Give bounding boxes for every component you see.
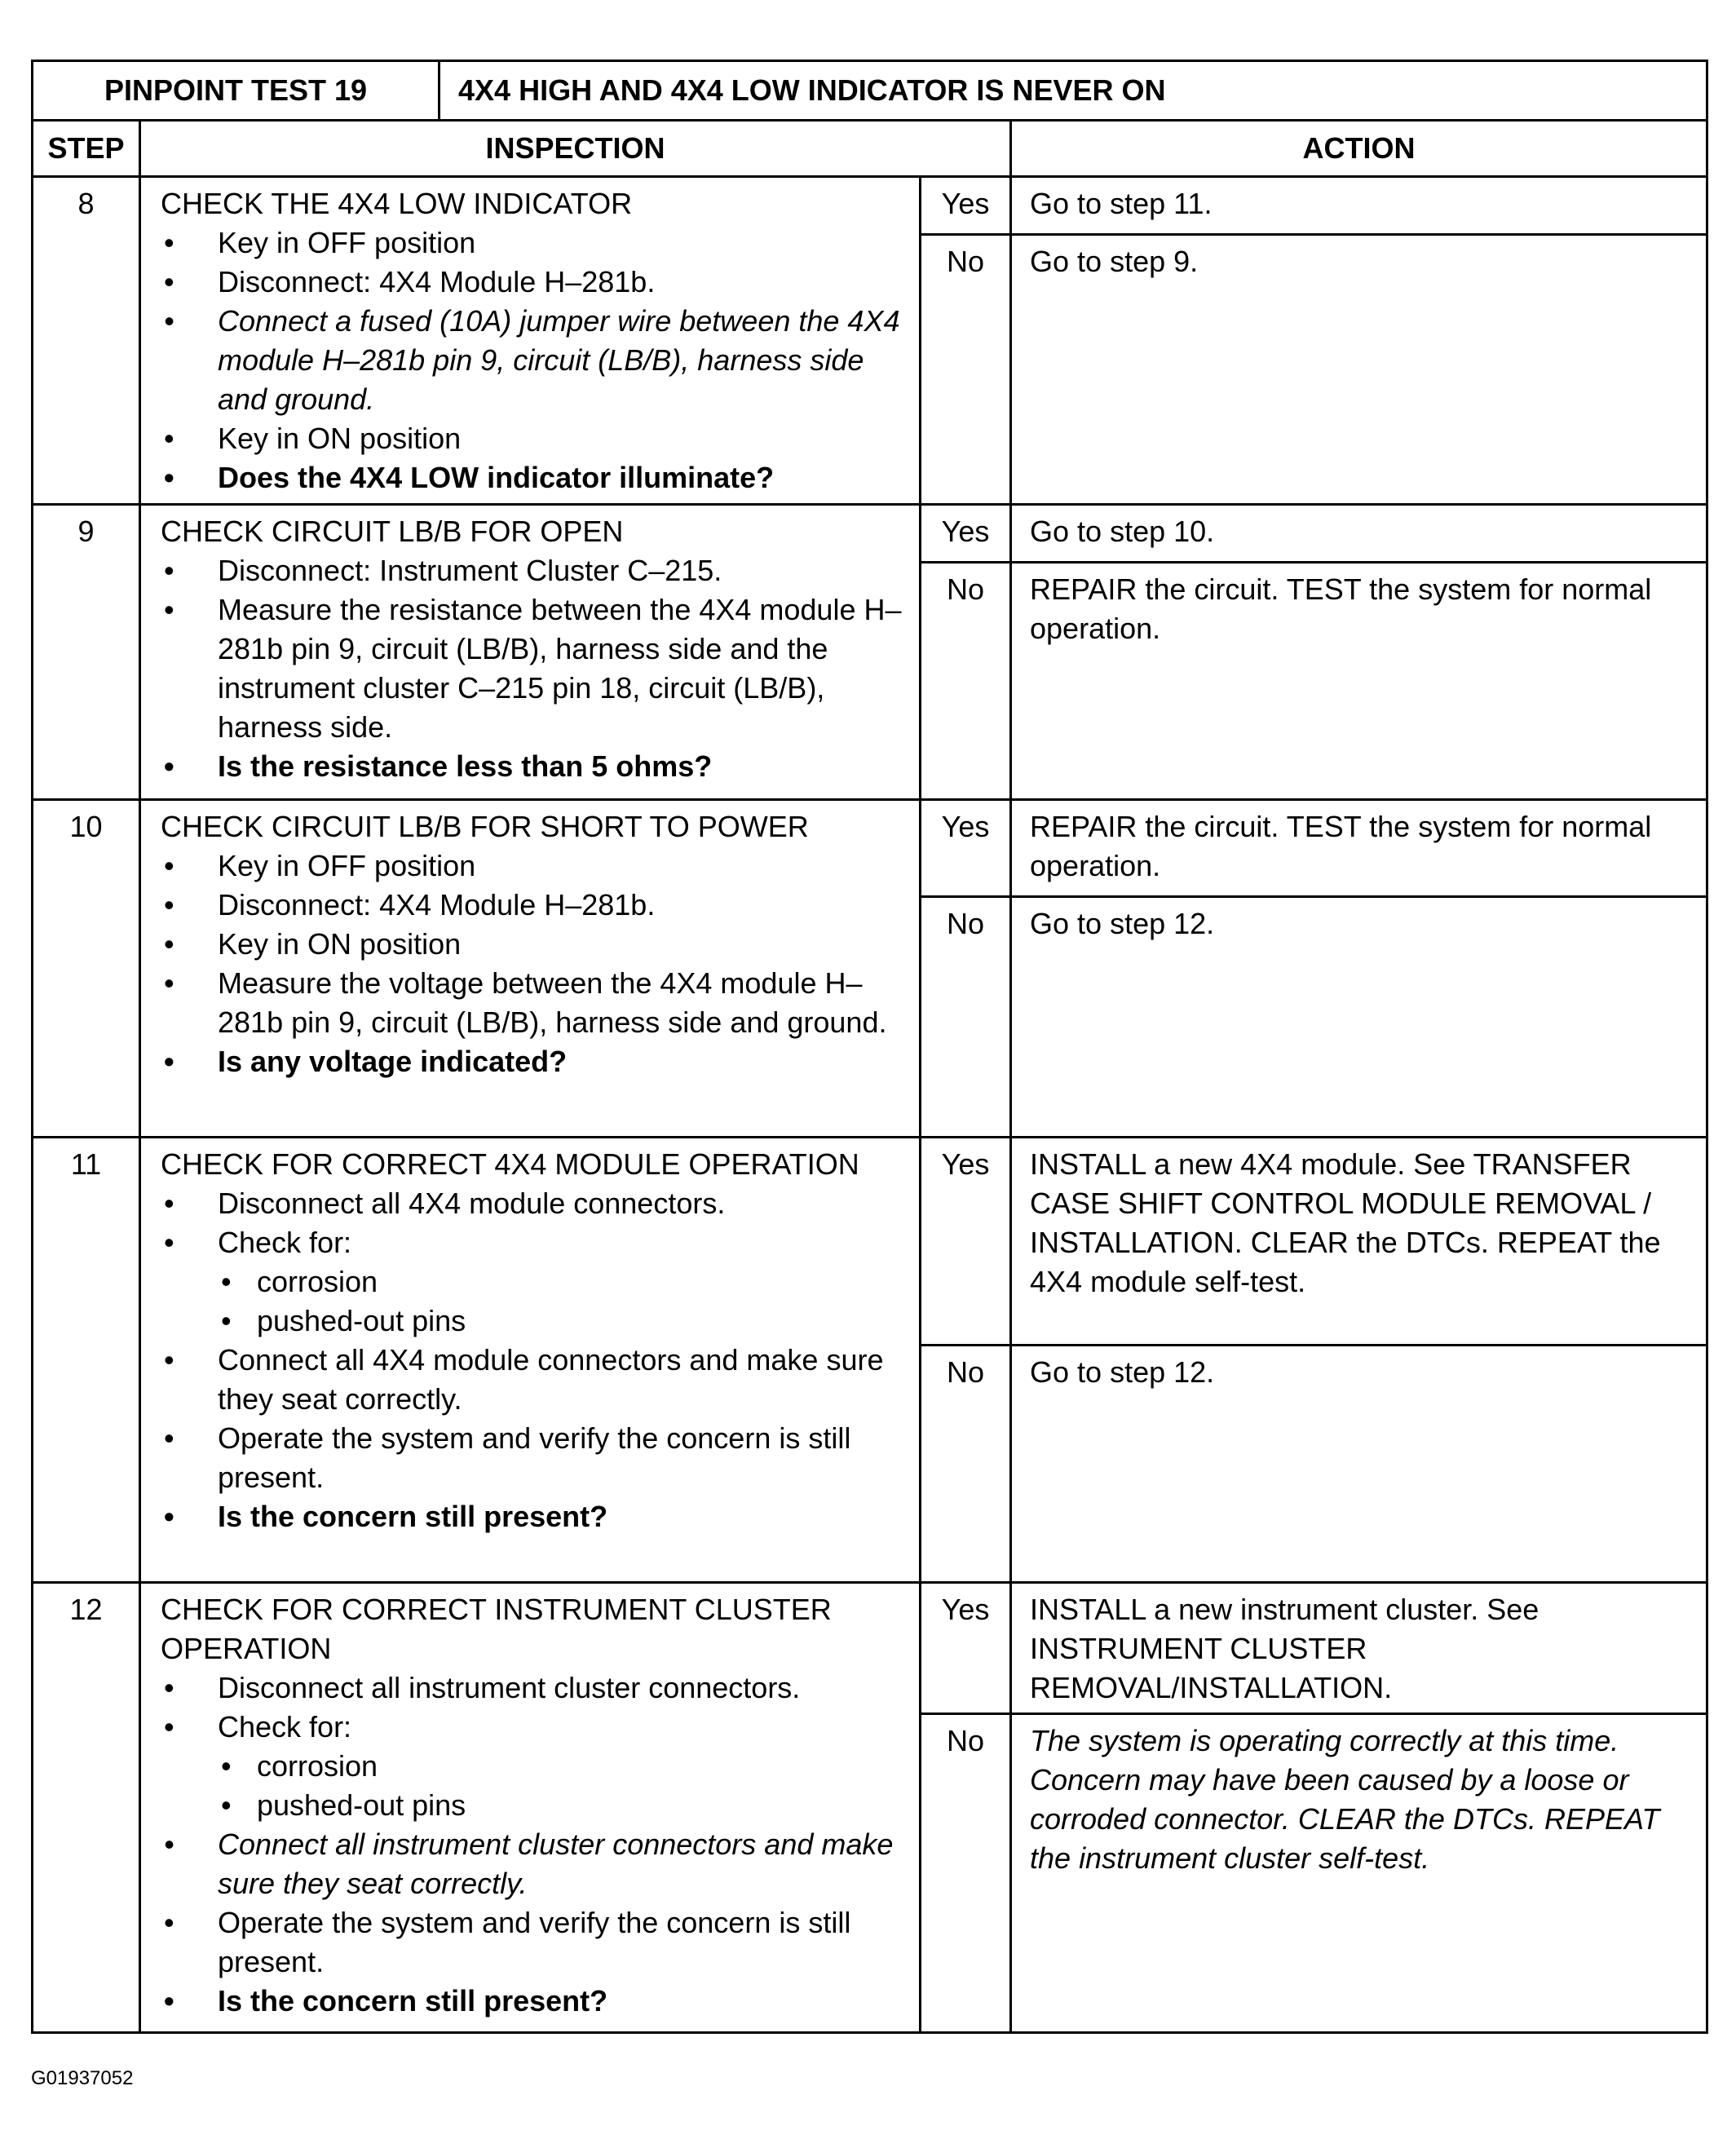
inspection-item: • Operate the system and verify the concern is still present.	[161, 1419, 909, 1497]
inspection-subitem: • corrosion	[218, 1262, 909, 1302]
column-header-row	[33, 121, 1707, 177]
inspection-subitem: • corrosion	[218, 1747, 909, 1786]
inspection-item: • Measure the voltage between the 4X4 module H–281b pin 9, circuit (LB/B), harness side and ground.	[161, 964, 909, 1042]
yes-action: REPAIR the circuit. TEST the system for normal operation.	[1011, 800, 1707, 897]
test-header-row	[33, 61, 1707, 121]
yes-label: Yes	[921, 1138, 1011, 1346]
inspection-item: • Key in ON position	[161, 925, 909, 964]
inspection-subitem: • pushed-out pins	[218, 1302, 909, 1341]
inspection-list	[161, 551, 909, 786]
step-row-11-yes	[33, 1138, 1707, 1346]
step-number: 12	[33, 1583, 140, 2033]
inspection-title: CHECK CIRCUIT LB/B FOR SHORT TO POWER	[161, 810, 809, 843]
inspection-title: CHECK FOR CORRECT 4X4 MODULE OPERATION	[161, 1147, 859, 1181]
inspection-question: • Is any voltage indicated?	[161, 1042, 909, 1081]
step-row-9-yes	[33, 505, 1707, 563]
step-row-10-yes	[33, 800, 1707, 897]
inspection-question: • Does the 4X4 LOW indicator illuminate?	[161, 458, 909, 497]
no-action: Go to step 9.	[1011, 235, 1707, 505]
no-label: No	[921, 235, 1011, 505]
inspection-list	[161, 1184, 909, 1536]
inspection-cell	[140, 800, 921, 1138]
inspection-title: CHECK FOR CORRECT INSTRUMENT CLUSTER OPERATION	[161, 1593, 832, 1665]
yes-action: Go to step 11.	[1011, 177, 1707, 235]
inspection-sublist	[218, 1262, 909, 1341]
inspection-item: • Disconnect: Instrument Cluster C–215.	[161, 551, 909, 590]
pinpoint-test-table	[31, 60, 1708, 2034]
inspection-subitem: • pushed-out pins	[218, 1786, 909, 1825]
inspection-list	[161, 846, 909, 1081]
yes-action: INSTALL a new instrument cluster. See INSTRUMENT CLUSTER REMOVAL/INSTALLATION.	[1011, 1583, 1707, 1714]
no-action: The system is operating correctly at this time. Concern may have been caused by a loose or corroded connector. CLEAR the DTCs. REPEAT the instrument cluster self-test.	[1011, 1714, 1707, 2033]
action-column-header: ACTION	[1011, 121, 1707, 177]
inspection-item-text: Check for:	[218, 1710, 352, 1743]
inspection-item: • Key in ON position	[161, 419, 909, 458]
inspection-item: • Measure the resistance between the 4X4 module H–281b pin 9, circuit (LB/B), harness side and the instrument cluster C–215 pin 18, circuit (LB/B), harness side.	[161, 590, 909, 747]
inspection-item-text: Check for:	[218, 1226, 352, 1259]
inspection-title: CHECK CIRCUIT LB/B FOR OPEN	[161, 515, 624, 548]
inspection-item	[161, 1223, 909, 1341]
inspection-column-header: INSPECTION	[140, 121, 1011, 177]
inspection-item: • Connect all instrument cluster connectors and make sure they seat correctly.	[161, 1825, 909, 1903]
yes-label: Yes	[921, 1583, 1011, 1714]
no-label: No	[921, 897, 1011, 1138]
no-action: REPAIR the circuit. TEST the system for normal operation.	[1011, 563, 1707, 800]
inspection-item: • Key in OFF position	[161, 223, 909, 263]
inspection-sublist	[218, 1747, 909, 1825]
yes-label: Yes	[921, 177, 1011, 235]
step-column-header: STEP	[33, 121, 140, 177]
inspection-item: • Operate the system and verify the concern is still present.	[161, 1903, 909, 1982]
inspection-item: • Connect a fused (10A) jumper wire between the 4X4 module H–281b pin 9, circuit (LB/B), harness side and ground.	[161, 302, 909, 419]
inspection-cell	[140, 1138, 921, 1583]
step-row-12-yes	[33, 1583, 1707, 1714]
figure-code: G01937052	[31, 2067, 134, 2089]
inspection-item: • Disconnect all 4X4 module connectors.	[161, 1184, 909, 1223]
inspection-list	[161, 223, 909, 497]
inspection-question: • Is the concern still present?	[161, 1982, 909, 2021]
no-label: No	[921, 1346, 1011, 1583]
test-label: PINPOINT TEST 19	[33, 61, 440, 121]
inspection-list	[161, 1668, 909, 2021]
yes-action: INSTALL a new 4X4 module. See TRANSFER CASE SHIFT CONTROL MODULE REMOVAL / INSTALLATION. CLEAR the DTCs. REPEAT the 4X4 module self-test.	[1011, 1138, 1707, 1346]
inspection-cell	[140, 505, 921, 800]
inspection-cell	[140, 1583, 921, 2033]
inspection-item: • Connect all 4X4 module connectors and make sure they seat correctly.	[161, 1341, 909, 1419]
step-number: 11	[33, 1138, 140, 1583]
inspection-item: • Disconnect all instrument cluster connectors.	[161, 1668, 909, 1708]
no-action: Go to step 12.	[1011, 897, 1707, 1138]
inspection-item: • Disconnect: 4X4 Module H–281b.	[161, 263, 909, 302]
inspection-cell	[140, 177, 921, 505]
step-number: 8	[33, 177, 140, 505]
no-label: No	[921, 1714, 1011, 2033]
inspection-item: • Key in OFF position	[161, 846, 909, 886]
yes-label: Yes	[921, 505, 1011, 563]
inspection-question: • Is the concern still present?	[161, 1497, 909, 1536]
inspection-question: • Is the resistance less than 5 ohms?	[161, 747, 909, 786]
step-row-8-yes	[33, 177, 1707, 235]
no-label: No	[921, 563, 1011, 800]
inspection-item: • Disconnect: 4X4 Module H–281b.	[161, 886, 909, 925]
step-number: 10	[33, 800, 140, 1138]
yes-action: Go to step 10.	[1011, 505, 1707, 563]
no-action: Go to step 12.	[1011, 1346, 1707, 1583]
inspection-title: CHECK THE 4X4 LOW INDICATOR	[161, 187, 633, 220]
step-number: 9	[33, 505, 140, 800]
inspection-item	[161, 1708, 909, 1825]
yes-label: Yes	[921, 800, 1011, 897]
test-title: 4X4 HIGH AND 4X4 LOW INDICATOR IS NEVER ON	[440, 61, 1707, 121]
